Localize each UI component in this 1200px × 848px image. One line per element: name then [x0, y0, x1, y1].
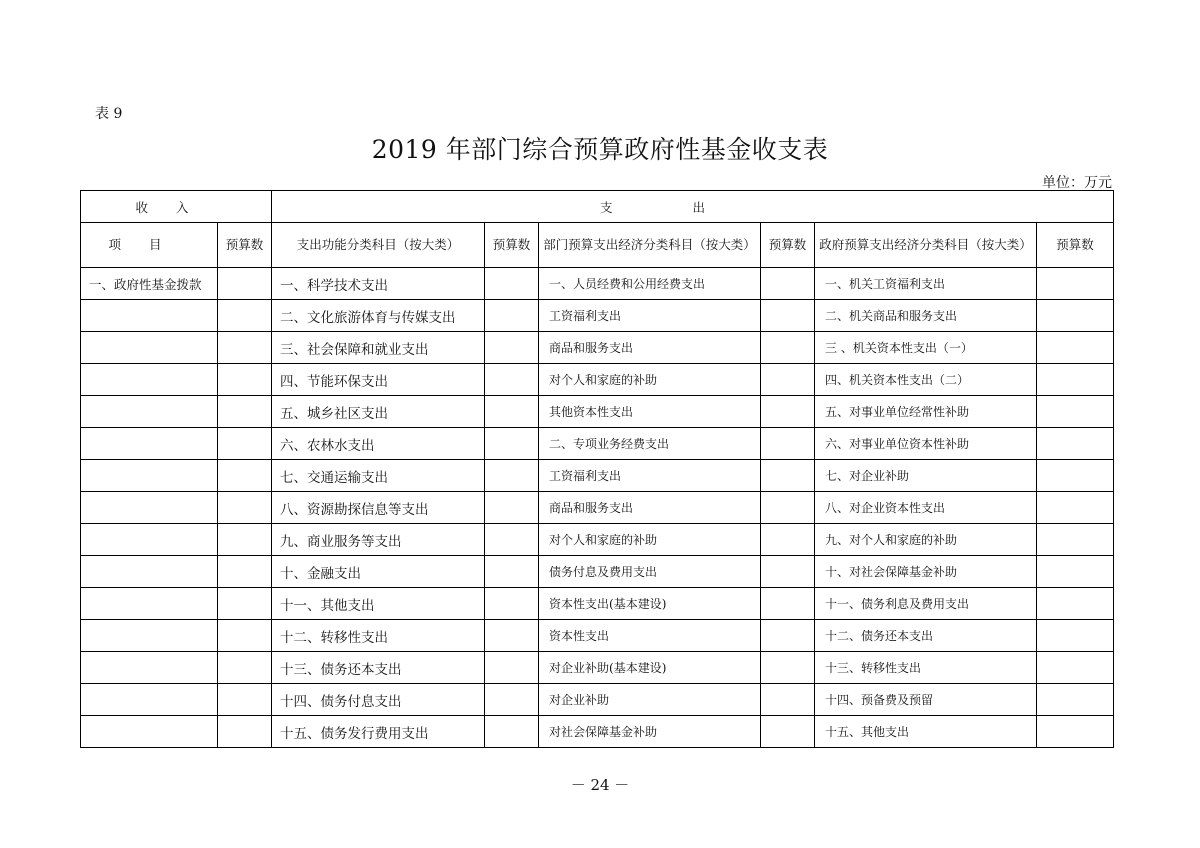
gov-budget-cell: [1037, 460, 1114, 492]
dept-item-cell: 对社会保障基金补助: [539, 716, 761, 748]
income-item-cell: [81, 332, 218, 364]
func-budget-cell: [485, 268, 539, 300]
col-item-header: 项目: [81, 223, 218, 268]
dept-item-cell: 对个人和家庭的补助: [539, 524, 761, 556]
income-item-cell: [81, 716, 218, 748]
func-item-cell: 十三、债务还本支出: [272, 652, 485, 684]
func-budget-cell: [485, 716, 539, 748]
table-label: 表 9: [95, 106, 123, 122]
dept-item-cell: 二、专项业务经费支出: [539, 428, 761, 460]
func-item-cell: 三、社会保障和就业支出: [272, 332, 485, 364]
income-budget-cell: [218, 620, 272, 652]
dept-item-cell: 工资福利支出: [539, 460, 761, 492]
gov-budget-cell: [1037, 300, 1114, 332]
func-budget-cell: [485, 428, 539, 460]
gov-budget-cell: [1037, 492, 1114, 524]
func-budget-cell: [485, 364, 539, 396]
dept-budget-cell: [761, 684, 815, 716]
income-budget-cell: [218, 588, 272, 620]
func-budget-cell: [485, 460, 539, 492]
table-row: [81, 268, 1114, 300]
dept-item-cell: 对企业补助: [539, 684, 761, 716]
income-budget-cell: [218, 460, 272, 492]
gov-budget-cell: [1037, 684, 1114, 716]
func-budget-cell: [485, 396, 539, 428]
dept-item-cell: 债务付息及费用支出: [539, 556, 761, 588]
col-gov-header: 政府预算支出经济分类科目（按大类）: [815, 223, 1037, 268]
gov-budget-cell: [1037, 588, 1114, 620]
income-budget-cell: [218, 716, 272, 748]
func-item-cell: 六、农林水支出: [272, 428, 485, 460]
func-budget-cell: [485, 652, 539, 684]
func-item-cell: 十、金融支出: [272, 556, 485, 588]
table-row: [81, 396, 1114, 428]
income-item-cell: [81, 684, 218, 716]
table-row: [81, 364, 1114, 396]
income-budget-cell: [218, 524, 272, 556]
gov-budget-cell: [1037, 332, 1114, 364]
func-item-cell: 十一、其他支出: [272, 588, 485, 620]
dept-item-cell: 一、人员经费和公用经费支出: [539, 268, 761, 300]
income-budget-cell: [218, 364, 272, 396]
func-item-cell: 十四、债务付息支出: [272, 684, 485, 716]
col-income-budget-header: 预算数: [218, 223, 272, 268]
income-budget-cell: [218, 396, 272, 428]
dept-budget-cell: [761, 620, 815, 652]
income-item-cell: 一、政府性基金拨款: [81, 268, 218, 300]
dept-budget-cell: [761, 460, 815, 492]
gov-item-cell: 三 、机关资本性支出（一）: [815, 332, 1037, 364]
table-row: [81, 460, 1114, 492]
dept-item-cell: 对个人和家庭的补助: [539, 364, 761, 396]
func-budget-cell: [485, 492, 539, 524]
gov-budget-cell: [1037, 396, 1114, 428]
gov-item-cell: 七、对企业补助: [815, 460, 1037, 492]
func-item-cell: 一、科学技术支出: [272, 268, 485, 300]
gov-item-cell: 八、对企业资本性支出: [815, 492, 1037, 524]
income-budget-cell: [218, 556, 272, 588]
income-item-cell: [81, 556, 218, 588]
dept-budget-cell: [761, 524, 815, 556]
income-item-cell: [81, 652, 218, 684]
dept-item-cell: 资本性支出: [539, 620, 761, 652]
gov-item-cell: 十四、预备费及预留: [815, 684, 1037, 716]
dept-budget-cell: [761, 556, 815, 588]
income-budget-cell: [218, 300, 272, 332]
gov-item-cell: 二、机关商品和服务支出: [815, 300, 1037, 332]
col-dept-budget-header: 预算数: [761, 223, 815, 268]
col-gov-budget-header: 预算数: [1037, 223, 1114, 268]
table-row: [81, 300, 1114, 332]
dept-budget-cell: [761, 716, 815, 748]
func-budget-cell: [485, 300, 539, 332]
gov-budget-cell: [1037, 716, 1114, 748]
func-budget-cell: [485, 332, 539, 364]
dept-item-cell: 商品和服务支出: [539, 332, 761, 364]
func-item-cell: 八、资源勘探信息等支出: [272, 492, 485, 524]
dept-budget-cell: [761, 332, 815, 364]
dept-budget-cell: [761, 268, 815, 300]
unit-label: 单位：万元: [1042, 175, 1112, 191]
income-budget-cell: [218, 332, 272, 364]
gov-budget-cell: [1037, 620, 1114, 652]
income-item-cell: [81, 620, 218, 652]
gov-item-cell: 十五、其他支出: [815, 716, 1037, 748]
table-row: [81, 684, 1114, 716]
gov-budget-cell: [1037, 364, 1114, 396]
gov-item-cell: 六、对事业单位资本性补助: [815, 428, 1037, 460]
dept-budget-cell: [761, 396, 815, 428]
expense-header: 支出: [272, 191, 1114, 223]
func-item-cell: 十二、转移性支出: [272, 620, 485, 652]
gov-budget-cell: [1037, 652, 1114, 684]
dept-item-cell: 商品和服务支出: [539, 492, 761, 524]
dept-budget-cell: [761, 492, 815, 524]
gov-item-cell: 十、对社会保障基金补助: [815, 556, 1037, 588]
dept-budget-cell: [761, 364, 815, 396]
income-item-cell: [81, 460, 218, 492]
income-item-cell: [81, 300, 218, 332]
gov-item-cell: 五、对事业单位经常性补助: [815, 396, 1037, 428]
income-header: 收入: [81, 191, 272, 223]
func-item-cell: 九、商业服务等支出: [272, 524, 485, 556]
func-budget-cell: [485, 684, 539, 716]
table-row: [81, 428, 1114, 460]
table-row: [81, 652, 1114, 684]
page-number: － 24 －: [570, 776, 630, 794]
dept-item-cell: 其他资本性支出: [539, 396, 761, 428]
table-row: [81, 492, 1114, 524]
table-body: [81, 268, 1114, 748]
table-row: [81, 524, 1114, 556]
income-item-cell: [81, 492, 218, 524]
income-budget-cell: [218, 652, 272, 684]
col-func-budget-header: 预算数: [485, 223, 539, 268]
gov-item-cell: 四、机关资本性支出（二）: [815, 364, 1037, 396]
income-item-cell: [81, 524, 218, 556]
dept-item-cell: 对企业补助(基本建设): [539, 652, 761, 684]
func-item-cell: 七、交通运输支出: [272, 460, 485, 492]
col-dept-header: 部门预算支出经济分类科目（按大类）: [539, 223, 761, 268]
gov-budget-cell: [1037, 268, 1114, 300]
func-item-cell: 二、文化旅游体育与传媒支出: [272, 300, 485, 332]
gov-budget-cell: [1037, 556, 1114, 588]
income-budget-cell: [218, 684, 272, 716]
income-budget-cell: [218, 268, 272, 300]
func-budget-cell: [485, 524, 539, 556]
dept-budget-cell: [761, 428, 815, 460]
income-budget-cell: [218, 428, 272, 460]
table-row: [81, 620, 1114, 652]
income-item-cell: [81, 364, 218, 396]
table-row: [81, 716, 1114, 748]
col-func-header: 支出功能分类科目（按大类）: [272, 223, 485, 268]
page-title: 2019 年部门综合预算政府性基金收支表: [371, 135, 829, 164]
dept-item-cell: 工资福利支出: [539, 300, 761, 332]
func-budget-cell: [485, 620, 539, 652]
gov-item-cell: 十三、转移性支出: [815, 652, 1037, 684]
table-row: [81, 556, 1114, 588]
table-row: [81, 588, 1114, 620]
table-row: [81, 332, 1114, 364]
income-budget-cell: [218, 492, 272, 524]
dept-budget-cell: [761, 588, 815, 620]
gov-budget-cell: [1037, 428, 1114, 460]
income-item-cell: [81, 588, 218, 620]
func-budget-cell: [485, 588, 539, 620]
income-item-cell: [81, 428, 218, 460]
func-item-cell: 十五、债务发行费用支出: [272, 716, 485, 748]
income-item-cell: [81, 396, 218, 428]
func-budget-cell: [485, 556, 539, 588]
dept-budget-cell: [761, 652, 815, 684]
gov-item-cell: 九、对个人和家庭的补助: [815, 524, 1037, 556]
budget-table: [80, 190, 1114, 748]
gov-budget-cell: [1037, 524, 1114, 556]
func-item-cell: 四、节能环保支出: [272, 364, 485, 396]
gov-item-cell: 一、机关工资福利支出: [815, 268, 1037, 300]
dept-item-cell: 资本性支出(基本建设): [539, 588, 761, 620]
gov-item-cell: 十一、债务利息及费用支出: [815, 588, 1037, 620]
func-item-cell: 五、城乡社区支出: [272, 396, 485, 428]
gov-item-cell: 十二、债务还本支出: [815, 620, 1037, 652]
dept-budget-cell: [761, 300, 815, 332]
